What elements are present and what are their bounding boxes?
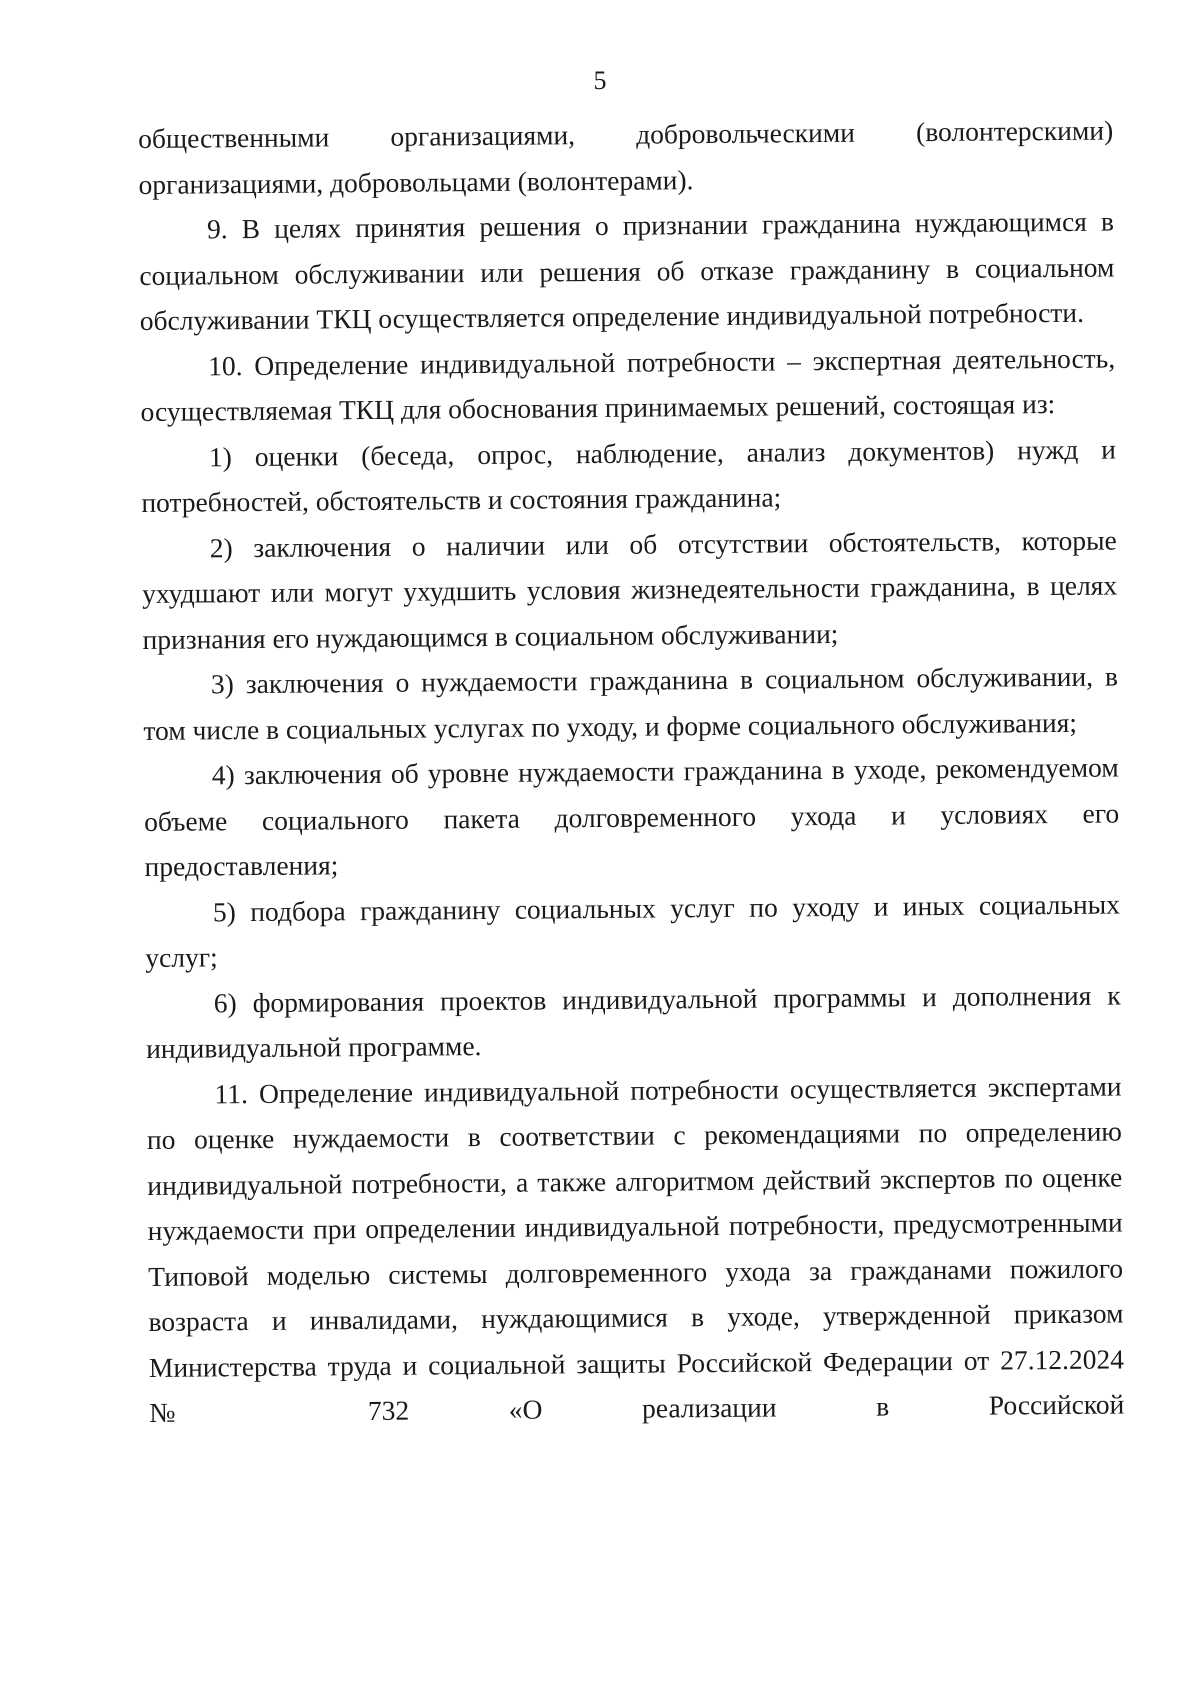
subitem-1: 1) оценки (беседа, опрос, наблюдение, анализ документов) нужд и потребностей, обстоятельств и состояния гражданина; [141,432,1117,518]
paragraph-item-11: 11. Определение индивидуальной потребности осуществляется экспертами по оценке нуждаемости в соответствии с рекомендациями по определению индивидуальной потребности, а также алгоритмом действий экспертов по оценке нуждаемости при определении индивидуальной потребности, предусмотренными Типовой моделью системы долговременного ухода за гражданами пожилого возраста и инвалидами, нуждающимися в уходе, утвержденной приказом Министерства труда и социальной защиты Российской Федерации от 27.12.2024 № 732 «О реализации в Российской [146,1069,1125,1428]
subitem-4: 4) заключения об уровне нуждаемости гражданина в уходе, рекомендуемом объеме социального пакета долговременного ухода и условиях его предоставления; [144,751,1120,882]
paragraph-item-9: 9. В целях принятия решения о признании гражданина нуждающимся в социальном обслуживании или решения об отказе гражданину в социальном обслуживании ТКЦ осуществляется определение индивидуальной потребности. [139,205,1115,336]
subitem-6: 6) формирования проектов индивидуальной программы и дополнения к индивидуальной программе. [146,978,1121,1064]
subitem-3: 3) заключения о нуждаемости гражданина в социальном обслуживании, в том числе в социальных услугах по уходу, и форме социального обслуживания; [143,660,1119,746]
subitem-5: 5) подбора гражданину социальных услуг по уходу и иных социальных услуг; [145,887,1121,973]
subitem-2: 2) заключения о наличии или об отсутствии обстоятельств, которые ухудшают или могут ухудшить условия жизнедеятельности гражданина, в целях признания его нуждающимся в социальном обслуживании; [142,523,1118,655]
paragraph-item-10: 10. Определение индивидуальной потребности – экспертная деятельность, осуществляемая ТКЦ для обоснования принимаемых решений, состоящая из: [140,341,1116,427]
paragraph-continuation: общественными организациями, добровольческими (волонтерскими) организациями, добровольцами (волонтерами). [138,114,1114,200]
document-body [138,107,1124,1435]
page-number: 5 [593,66,607,95]
